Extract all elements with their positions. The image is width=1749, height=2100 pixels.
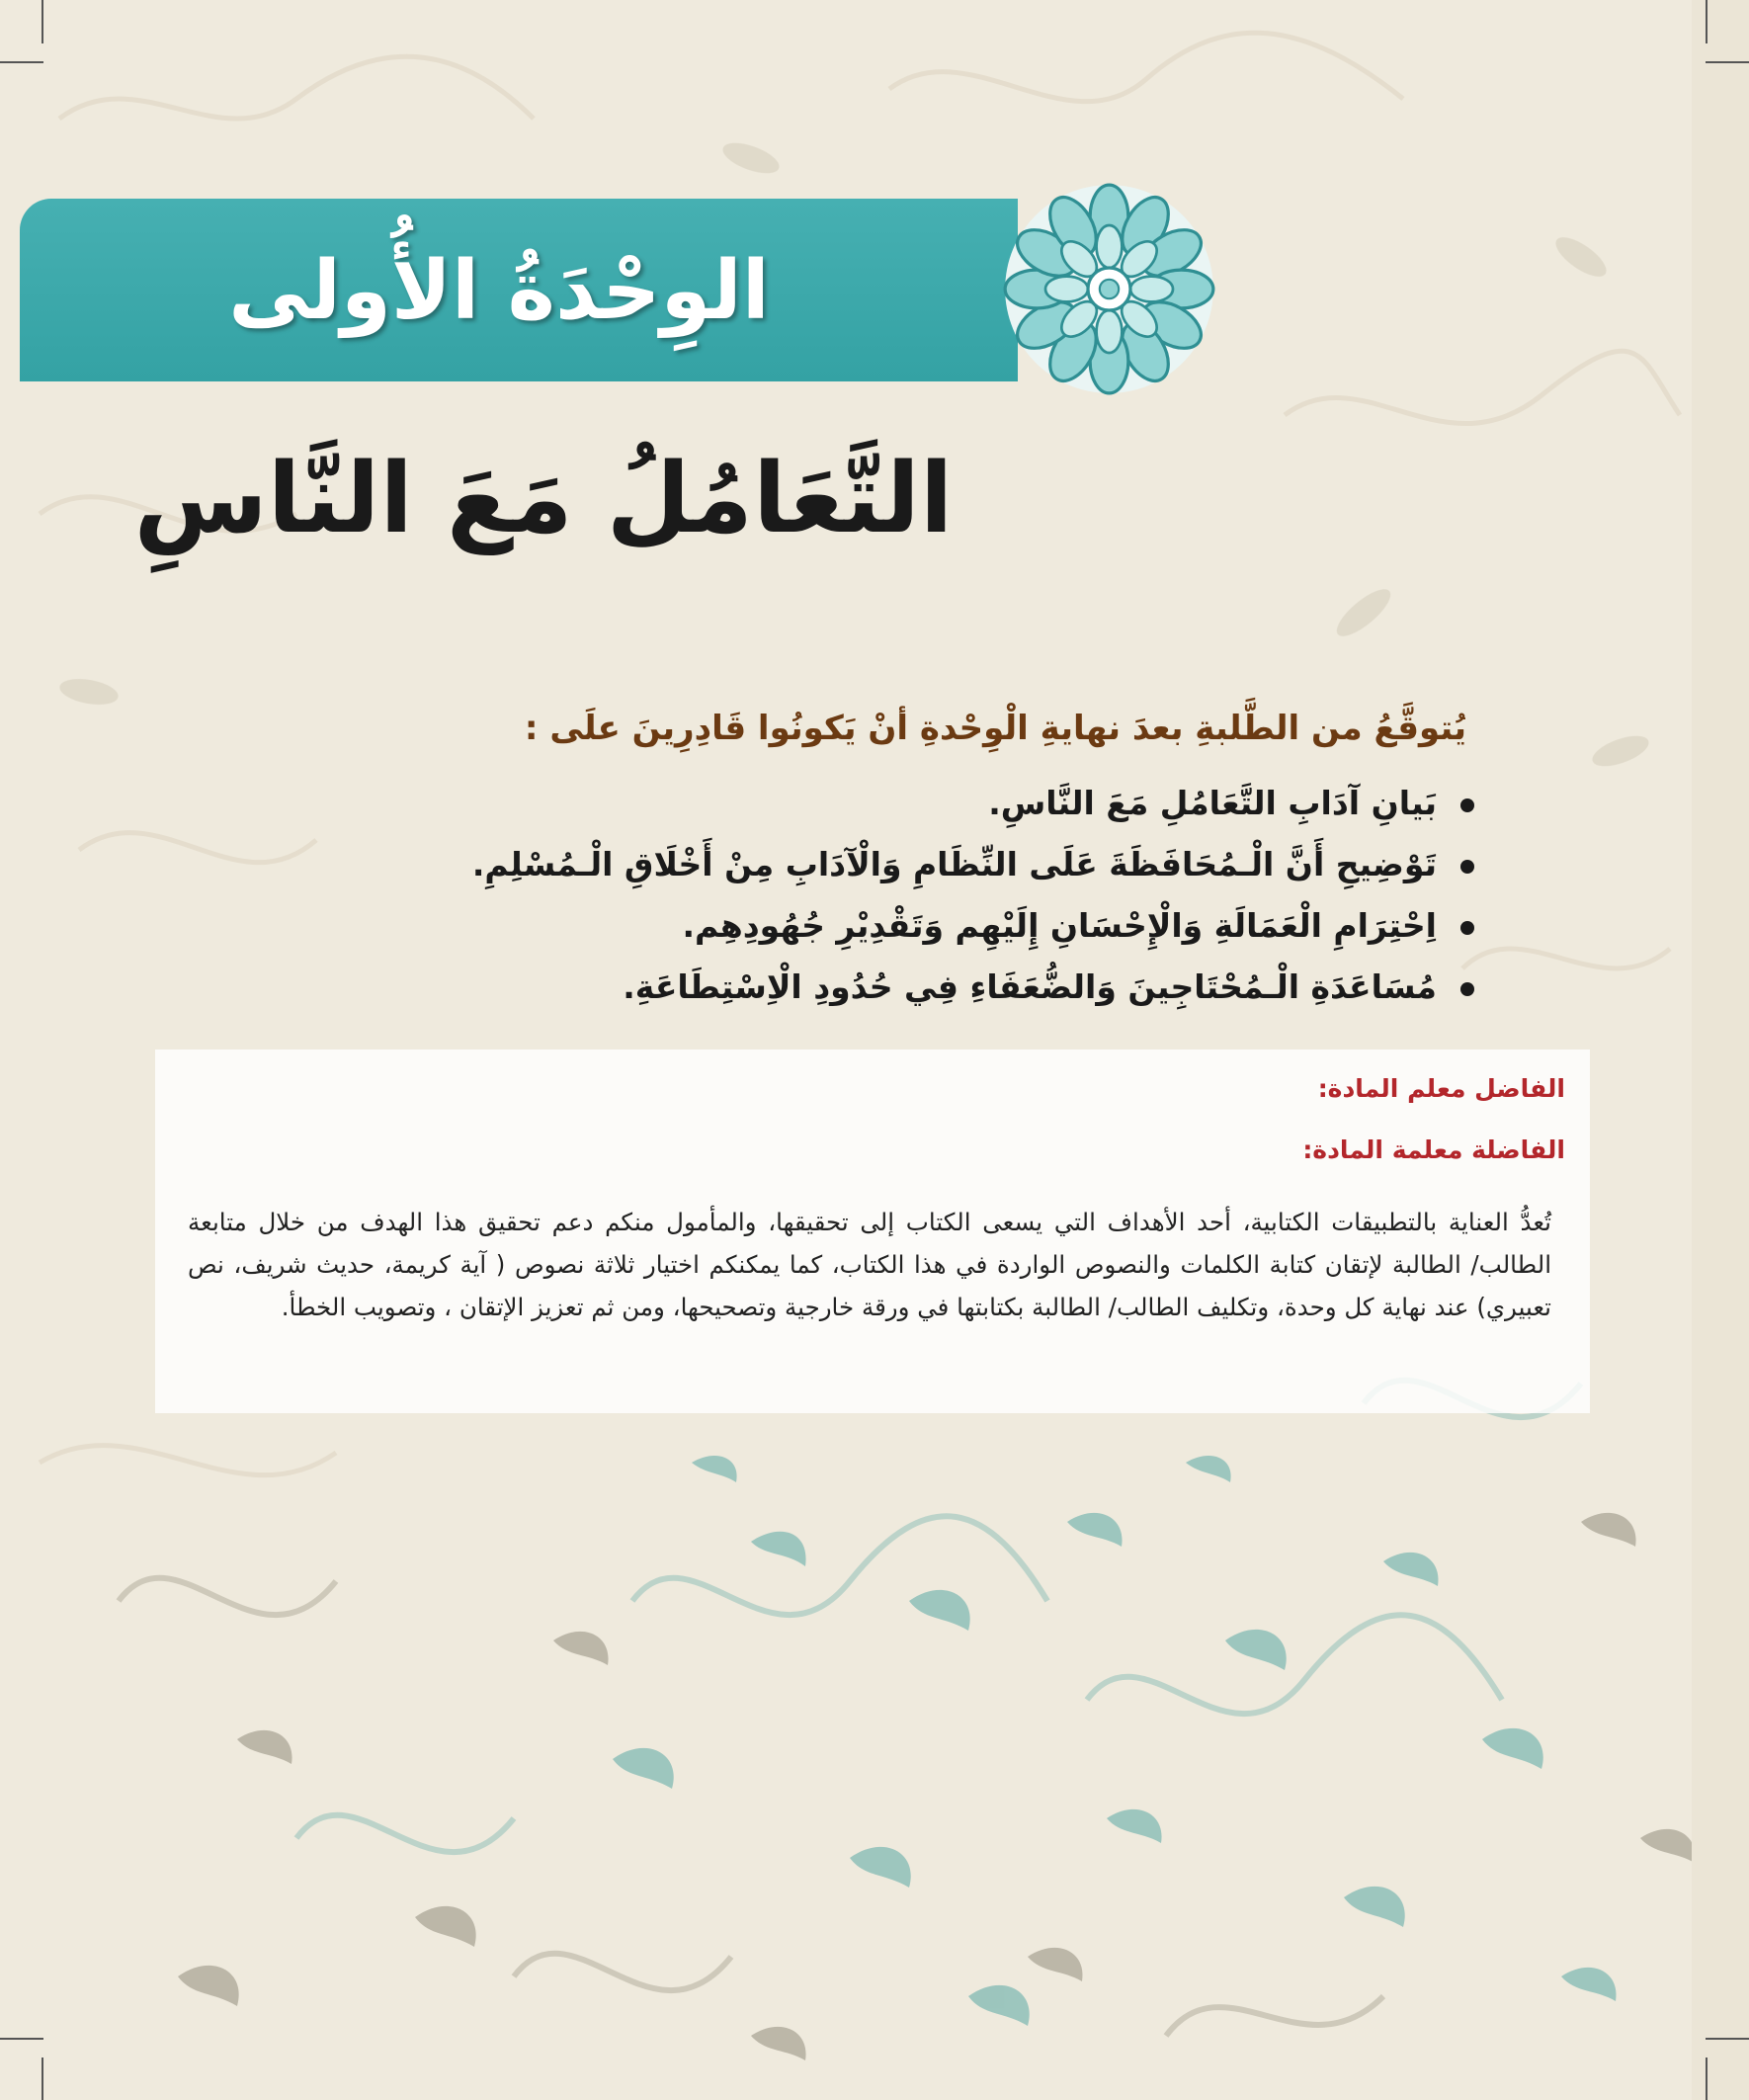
crop-mark [1706,2038,1749,2040]
teacher-label-female: الفاضلة معلمة المادة: [1302,1135,1565,1164]
bullet-icon [1460,860,1474,874]
objective-item [338,957,1474,1018]
teacher-label-male: الفاضل معلم المادة: [1317,1074,1565,1103]
crop-mark [1706,61,1749,63]
objective-item [338,773,1474,834]
teacher-note-paragraph: تُعدُّ العناية بالتطبيقات الكتابية، أحد الأهداف التي يسعى الكتاب إلى تحقيقها، والمأمول منكم دعم تحقيق هذا الهدف من خلال متابعة الطالب/ الطالبة لإتقان كتابة الكلمات والنصوص الواردة في هذا الكتاب، كما يمكنكم اختيار ثلاثة نصوص ( آية كريمة، حديث شريف، نص تعبيري) عند نهاية كل وحدة، وتكليف الطالب/ الطالبة بكتابتها في ورقة خارجية وتصحيحها، ومن ثم تعزيز الإتقان ، وتصويب الخطأ. [188,1208,1551,1321]
bullet-icon [1460,921,1474,935]
unit-title: الوِحْدَةُ الأُولى [228,244,770,338]
objective-text: اِحْتِرَامِ الْعَمَالَةِ وَالْإِحْسَانِ إِلَيْهِم وَتَقْدِيْرِ جُهُودِهِم. [682,906,1437,945]
crop-mark [42,0,43,43]
objective-item [338,895,1474,957]
crop-mark [0,61,43,63]
bullet-icon [1460,982,1474,996]
lesson-title: التَّعَامُلُ مَعَ النَّاسِ [133,443,954,555]
objective-text: بَيانِ آدَابِ التَّعَامُلِ مَعَ النَّاسِ. [988,784,1437,822]
objectives-list [338,773,1474,1018]
objective-item [338,834,1474,895]
crop-mark [0,2038,43,2040]
objectives-intro: يُتوقَّعُ من الطَّلبةِ بعدَ نهايةِ الْوِحْدةِ أنْ يَكونُوا قَادِرِينَ علَى : [524,709,1466,748]
objective-text: تَوْضِيحِ أَنَّ الْـمُحَافَظَةَ عَلَى النِّظَامِ وَالْآدَابِ مِنْ أَخْلَاقِ الْـمُسْلِمِ. [471,845,1437,883]
crop-mark [1706,0,1707,43]
crop-mark [1706,2058,1707,2100]
crop-mark [42,2058,43,2100]
objective-text: مُسَاعَدَةِ الْـمُحْتَاجِينَ وَالضُّعَفَاءِ فِي حُدُودِ الْاِسْتِطَاعَةِ. [623,967,1437,1006]
rosette-icon [1003,183,1215,395]
bullet-icon [1460,798,1474,812]
